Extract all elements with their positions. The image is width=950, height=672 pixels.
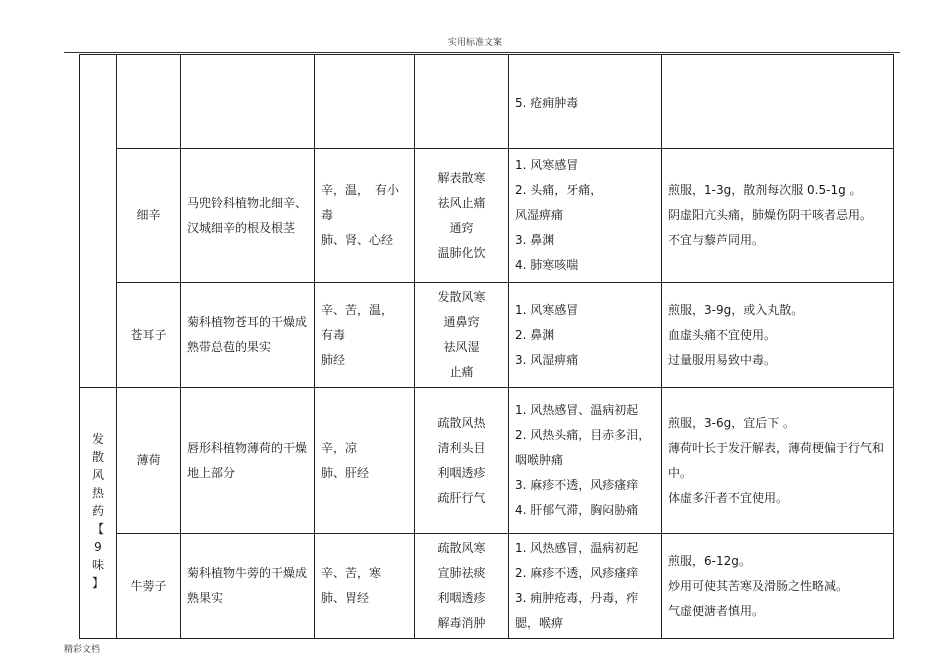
herb-name: 苍耳子 [117, 283, 181, 388]
herb-effects: 解表散寒 祛风止痛 通窍 温肺化饮 [415, 149, 509, 283]
herb-usage: 煎服，3-9g，或入丸散。 血虚头痛不宜使用。 过量服用易致中毒。 [662, 283, 894, 388]
herb-table [79, 54, 894, 639]
herb-indications: 1. 风热感冒、温病初起 2. 风热头痛，目赤多泪，咽喉肿痛 3. 麻疹不透，风疹瘙痒 4. 肝郁气滞，胸闷胁痛 [509, 388, 662, 534]
herb-source: 菊科植物牛蒡的干燥成熟果实 [181, 534, 315, 639]
herb-source: 唇形科植物薄荷的干燥地上部分 [181, 388, 315, 534]
page-header-title: 实用标准文案 [447, 38, 502, 48]
herb-nature: 辛，凉 肺、肝经 [315, 388, 415, 534]
herb-usage: 煎服，6-12g。 炒用可使其苦寒及滑肠之性略减。 气虚便溏者慎用。 [662, 534, 894, 639]
herb-nature: 辛、苦，温， 有毒 肺经 [315, 283, 415, 388]
herb-effects: 疏散风寒 宣肺祛痰 利咽透疹 解毒消肿 [415, 534, 509, 639]
category-cell [80, 388, 117, 639]
table-row [80, 388, 894, 534]
herb-name [117, 55, 181, 149]
herb-name: 牛蒡子 [117, 534, 181, 639]
category-cell [80, 55, 117, 388]
table-row [80, 149, 894, 283]
herb-usage: 煎服，3-6g，宜后下 。 薄荷叶长于发汗解表，薄荷梗偏于行气和中。 体虚多汗者不宜使用。 [662, 388, 894, 534]
herb-nature [315, 55, 415, 149]
herb-effects: 发散风寒 通鼻窍 祛风湿 止痛 [415, 283, 509, 388]
herb-source [181, 55, 315, 149]
herb-indications: 1. 风寒感冒 2. 鼻渊 3. 风湿痹痛 [509, 283, 662, 388]
herb-nature: 辛，温， 有小毒 肺、肾、心经 [315, 149, 415, 283]
herb-indications: 5. 疮痈肿毒 [509, 55, 662, 149]
herb-usage: 煎服，1-3g，散剂每次服 0.5-1g 。 阴虚阳亢头痛，肺燥伤阴干咳者忌用。 不宜与藜芦同用。 [662, 149, 894, 283]
table-row [80, 55, 894, 149]
herb-usage [662, 55, 894, 149]
herb-effects: 疏散风热 清利头目 利咽透疹 疏肝行气 [415, 388, 509, 534]
herb-source: 马兜铃科植物北细辛、汉城细辛的根及根茎 [181, 149, 315, 283]
header-rule [64, 52, 900, 53]
herb-name: 细辛 [117, 149, 181, 283]
herb-indications: 1. 风热感冒，温病初起 2. 麻疹不透，风疹瘙痒 3. 痈肿疮毒，丹毒，痄腮，喉痹 [509, 534, 662, 639]
herb-indications: 1. 风寒感冒 2. 头痛，牙痛， 风湿痹痛 3. 鼻渊 4. 肺寒咳喘 [509, 149, 662, 283]
herb-nature: 辛、苦，寒 肺、胃经 [315, 534, 415, 639]
page-footer-text: 精彩文档 [64, 645, 101, 655]
category-label: 发 散 风 热 药 【 9 味 】 [91, 432, 104, 590]
herb-name: 薄荷 [117, 388, 181, 534]
herb-effects [415, 55, 509, 149]
table-row [80, 283, 894, 388]
herb-source: 菊科植物苍耳的干燥成熟带总苞的果实 [181, 283, 315, 388]
table-row [80, 534, 894, 639]
